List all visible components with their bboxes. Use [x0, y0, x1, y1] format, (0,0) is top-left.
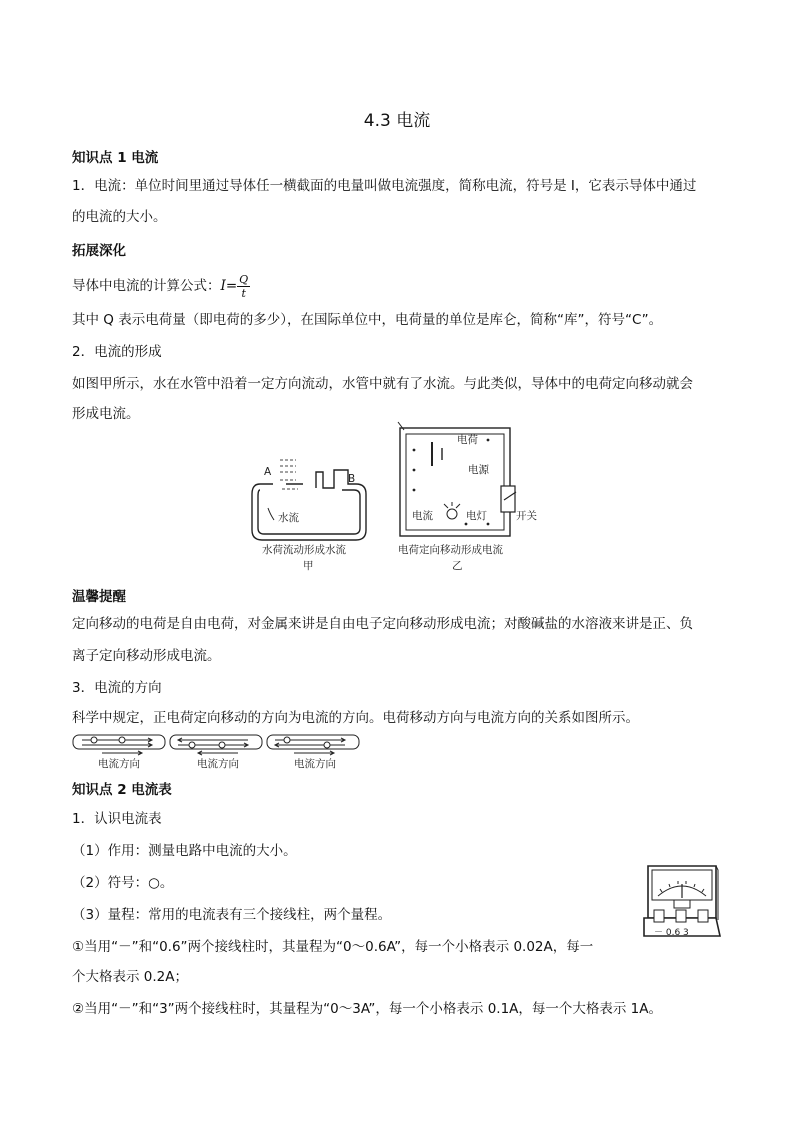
subheading-tip: 温馨提醒: [72, 589, 126, 605]
water-sublabel: 甲: [303, 560, 314, 572]
formula-fraction: [237, 273, 250, 300]
subheading-expand: 拓展深化: [72, 243, 126, 259]
water-label-flow: 水流: [278, 512, 299, 524]
circuit-sublabel: 乙: [452, 560, 463, 572]
paragraph-range1-line1: ①当用“－”和“0.6”两个接线柱时，其量程为“0～0.6A”，每一个小格表示 0.02A，每一: [72, 939, 594, 955]
paragraph-definition-line2: 的电流的大小。: [72, 209, 167, 225]
paragraph-tip-line2: 离子定向移动形成电流。: [72, 648, 221, 664]
formula-lhs: I: [220, 278, 226, 294]
formula-line: [72, 272, 250, 300]
direction-caption-1: 电流方向: [98, 758, 140, 770]
paragraph-direction-line: 科学中规定，正电荷定向移动的方向为电流的方向。电荷移动方向与电流方向的关系如图所示。: [72, 710, 639, 726]
formula-equals: =: [225, 278, 238, 294]
section-heading-current: 知识点 1 电流: [72, 150, 159, 166]
section-heading-ammeter: 知识点 2 电流表: [72, 782, 172, 798]
direction-caption-3: 电流方向: [294, 758, 336, 770]
water-caption: 水荷流动形成水流: [262, 544, 346, 556]
paragraph-charge-unit: 其中 Q 表示电荷量（即电荷的多少），在国际单位中，电荷量的单位是库仑，简称“库”，符号“C”。: [72, 312, 663, 328]
circuit-label-lamp: 电灯: [466, 510, 487, 522]
direction-figure: [72, 733, 362, 753]
circuit-label-charge: 电荷: [457, 434, 478, 446]
direction-caption-2: 电流方向: [197, 758, 239, 770]
paragraph-ammeter-range: （3）量程：常用的电流表有三个接线柱，两个量程。: [72, 907, 392, 923]
water-label-a: A: [264, 466, 272, 478]
circuit-label-source: 电源: [468, 464, 489, 476]
paragraph-definition-line1: 1．电流：单位时间里通过导体任一横截面的电量叫做电流强度，简称电流，符号是 I，它表示导体中通过: [72, 178, 697, 194]
water-label-b: B: [348, 473, 356, 485]
paragraph-ammeter-heading: 1．认识电流表: [72, 811, 162, 827]
paragraph-formation-line2: 形成电流。: [72, 406, 140, 422]
circuit-caption: 电荷定向移动形成电流: [398, 544, 503, 556]
paragraph-range2: ②当用“－”和“3”两个接线柱时，其量程为“0～3A”，每一个小格表示 0.1A，每一个大格表示 1A。: [72, 1001, 663, 1017]
circuit-label-current: 电流: [412, 510, 433, 522]
circuit-label-switch: 开关: [516, 510, 537, 522]
paragraph-ammeter-use: （1）作用：测量电路中电流的大小。: [72, 843, 297, 859]
page-title: 4.3 电流: [363, 111, 431, 131]
paragraph-ammeter-symbol: （2）符号：○。: [72, 875, 174, 891]
formula-prefix: 导体中电流的计算公式：: [72, 278, 221, 294]
paragraph-tip-line1: 定向移动的电荷是自由电荷，对金属来讲是自由电子定向移动形成电流；对酸碱盐的水溶液来讲是正、负: [72, 616, 693, 632]
paragraph-direction-heading: 3．电流的方向: [72, 680, 162, 696]
paragraph-range1-line2: 个大格表示 0.2A；: [72, 969, 188, 985]
paragraph-formation-line1: 如图甲所示，水在水管中沿着一定方向流动，水管中就有了水流。与此类似，导体中的电荷定向移动就会: [72, 376, 693, 392]
ammeter-terminals: － 0.6 3: [654, 928, 689, 938]
formula-denominator: t: [241, 286, 246, 300]
paragraph-formation-heading: 2．电流的形成: [72, 344, 162, 360]
formula-numerator: Q: [239, 272, 249, 286]
